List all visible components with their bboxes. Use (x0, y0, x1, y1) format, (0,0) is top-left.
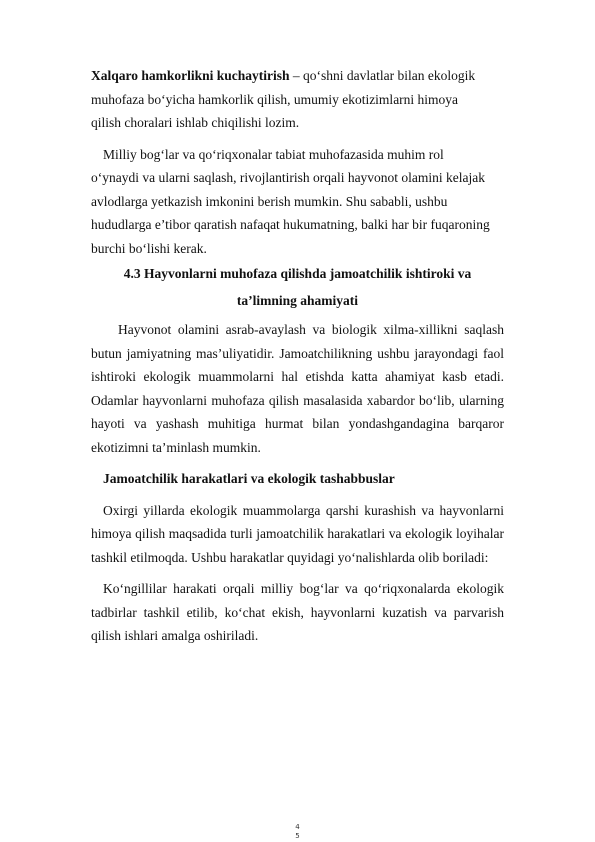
national-parks-line-4: hududlarga e’tibor qaratish nafaqat hukumatning, balki har bir fuqaroning (91, 217, 490, 232)
intro-line-1-rest: – qo‘shni davlatlar bilan ekologik (289, 68, 476, 83)
intro-line-3: qilish choralari ishlab chiqilishi lozim. (91, 115, 300, 130)
intro-line-1 (91, 64, 504, 88)
national-parks-line-3: avlodlarga yetkazish imkonini berish mumkin. Shu sababli, ushbu (91, 193, 448, 209)
page-number-digit-1: 4 (295, 823, 300, 831)
page-number-digit-2: 5 (295, 832, 300, 840)
page-number (0, 823, 595, 841)
section-heading (91, 260, 504, 314)
national-parks-line-5: burchi bo‘lishi kerak. (91, 240, 207, 256)
subheading: Jamoatchilik harakatlari va ekologik tashabbuslar (103, 471, 395, 486)
national-parks-line-2: o‘ynaydi va ularni saqlash, rivojlantirish orqali hayvonot olamini kelajak (91, 170, 486, 185)
intro-line-2: muhofaza bo‘yicha hamkorlik qilish, umumiy ekotizimlarni himoya (91, 91, 459, 107)
movements-paragraph: Oxirgi yillarda ekologik muammolarga qarshi kurashish va hayvonlarni himoya qilish maqsadida turli jamoatchilik harakatlari va ekologik loyihalar tashkil etilmoqda. Ushbu harakatlar quyidagi yo‘nalishlarda olib boriladi: (91, 502, 504, 565)
volunteer-paragraph: Ko‘ngillilar harakati orqali milliy bog‘lar va qo‘riqxonalarda ekologik tadbirlar tashkil etilib, ko‘chat ekish, hayvonlarni kuzatish va parvarish qilish ishlari amalga oshiriladi. (91, 581, 504, 643)
section-heading-line-2: ta’limning ahamiyati (236, 293, 359, 308)
intro-bold-lead: Xalqaro hamkorlikni kuchaytirish (91, 68, 290, 83)
national-parks-line-1: Milliy bog‘lar va qo‘riqxonalar tabiat muhofazasida muhim rol (103, 146, 444, 162)
document-page (91, 64, 504, 648)
public-role-paragraph: Hayvonot olamini asrab-avaylash va biologik xilma-xillikni saqlash butun jamiyatning mas’uliyatidir. Jamoatchilikning ushbu jarayondagi faol ishtiroki ekologik muammolarni hal etishda katta ahamiyat kasb etadi. Odamlar hayvonlarni muhofaza qilish masalasida xabardor bo‘lib, ularning hayoti va yashash muhitiga hurmat bilan yondashgandagina barqaror ekotizimni ta’minlash mumkin. (91, 322, 504, 455)
section-heading-line-1: 4.3 Hayvonlarni muhofaza qilishda jamoatchilik ishtiroki va (123, 266, 472, 281)
